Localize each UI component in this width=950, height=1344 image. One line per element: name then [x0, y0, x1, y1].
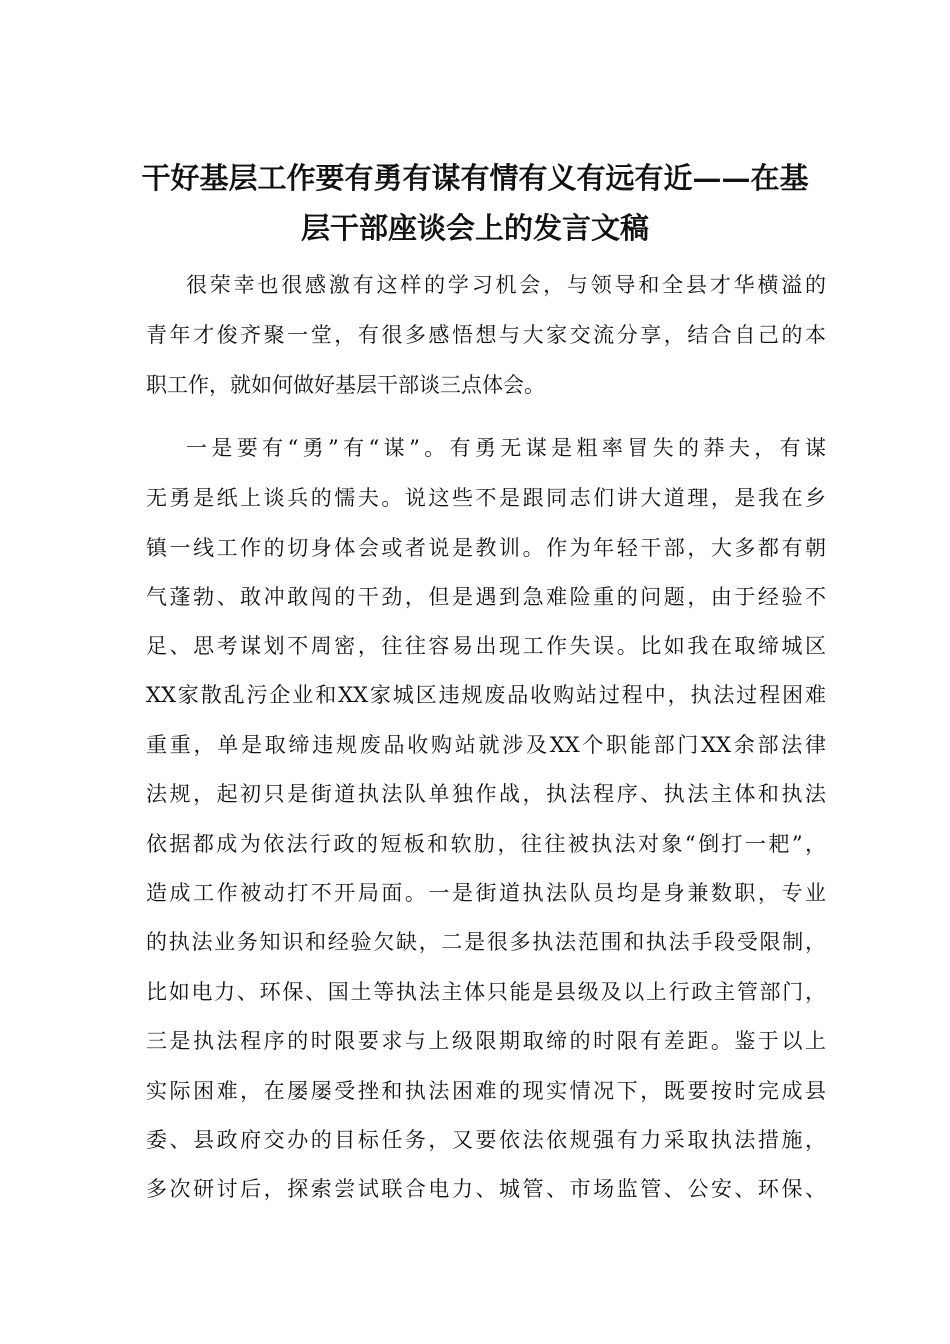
paragraph-1-line-3: 职工作，就如何做好基层干部谈三点体会。 [146, 373, 545, 397]
paragraph-2-line-1: 一是要有“勇”有“谋”。有勇无谋是粗率冒失的莽夫，有谋 [186, 436, 826, 460]
paragraph-1-line-2: 青年才俊齐聚一堂，有很多感悟想与大家交流分享，结合自己的本 [146, 323, 826, 347]
paragraph-2-line-15: 委、县政府交办的目标任务，又要依法依规强有力采取执法措施， [146, 1128, 826, 1152]
paragraph-2-line-9: 依据都成为依法行政的短板和软肋，往往被执法对象“倒打一耙”， [146, 832, 826, 856]
paragraph-2-line-3: 镇一线工作的切身体会或者说是教训。作为年轻干部，大多都有朝 [146, 536, 826, 560]
paragraph-2-line-14: 实际困难，在屡屡受挫和执法困难的现实情况下，既要按时完成县 [146, 1079, 826, 1103]
paragraph-2-line-16: 多次研讨后，探索尝试联合电力、城管、市场监管、公安、环保、 [146, 1177, 826, 1201]
paragraph-2-line-10: 造成工作被动打不开局面。一是街道执法队员均是身兼数职，专业 [146, 881, 826, 905]
paragraph-1-line-1: 很荣幸也很感激有这样的学习机会，与领导和全县才华横溢的 [186, 273, 826, 297]
paragraph-2-line-2: 无勇是纸上谈兵的懦夫。说这些不是跟同志们讲大道理，是我在乡 [146, 486, 826, 510]
paragraph-2-line-13: 三是执法程序的时限要求与上级限期取缔的时限有差距。鉴于以上 [146, 1029, 826, 1053]
paragraph-2-line-11: 的执法业务知识和经验欠缺，二是很多执法范围和执法手段受限制， [146, 930, 826, 954]
document-title-line-1: 干好基层工作要有勇有谋有情有义有远有近——在基 [141, 161, 809, 195]
paragraph-2-line-12: 比如电力、环保、国土等执法主体只能是县级及以上行政主管部门， [146, 980, 826, 1004]
paragraph-2-line-7: 重重，单是取缔违规废品收购站就涉及XX个职能部门XX余部法律 [146, 733, 826, 757]
paragraph-2-line-6: XX家散乱污企业和XX家城区违规废品收购站过程中，执法过程困难 [146, 683, 826, 707]
paragraph-2-line-5: 足、思考谋划不周密，往往容易出现工作失误。比如我在取缔城区 [146, 634, 826, 658]
document-title-line-2: 层干部座谈会上的发言文稿 [300, 211, 649, 245]
paragraph-2-line-4: 气蓬勃、敢冲敢闯的干劲，但是遇到急难险重的问题，由于经验不 [146, 585, 826, 609]
paragraph-2-line-8: 法规，起初只是街道执法队单独作战，执法程序、执法主体和执法 [146, 782, 826, 806]
